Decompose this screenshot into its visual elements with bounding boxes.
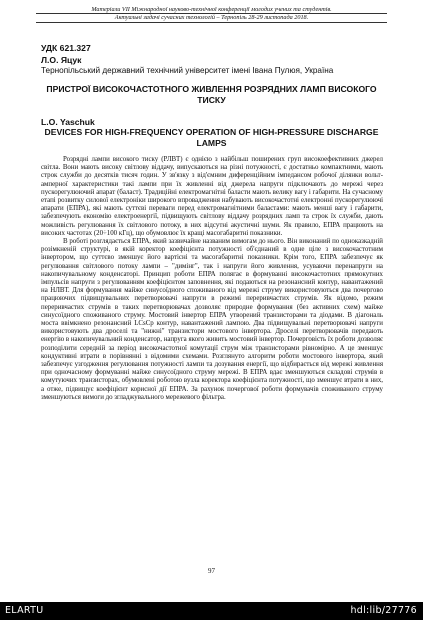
paragraph-1: Розрядні лампи високого тиску (РЛВТ) є однією з найбільш поширених груп високоефективних джерел світла. Вони мають високу світлову віддачу, випускаються на різні потужності, є достатньо компактними, мають строк служби до десятків тисяч годин. У зв'язку з від'ємним диференційним імпедансом робочої ділянки вольт-амперної характеристики такі лампи при їх живленні від джерела напруги підключають до мережі через пускорегулюючий апарат (баласт). Традиційні електромагнітні баласти мають велику вагу і габарити. На сучасному етапі розвитку силової електроніки широкого впровадження набувають високочастотні електронні пускорегулюючі апарати (ЕПРА), які мають суттєві переваги перед електромагнітними баластами: мають менші вагу і габарити, забезпечують економію електроенергії, підвищують світлову віддачу розрядних ламп та строк їх служби, дають можливість регулювання їх світлового потоку, в них відсутні акустичні шуми. Як правило, ЕПРА працюють на високих частотах (20÷100 кГц), що обумовлює їх кращі масогабаритні показники. [41, 156, 383, 237]
repository-footer-bar [0, 602, 423, 620]
title-ukrainian: ПРИСТРОЇ ВИСОКОЧАСТОТНОГО ЖИВЛЕННЯ РОЗРЯДНИХ ЛАМП ВИСОКОГО ТИСКУ [46, 84, 377, 105]
paragraph-2: В роботі розглядається ЕПРА, який зазвичайне названим вимогам до нього. Він виконаний по одноказкадній розімкненій структурі, в якій коректор коефіцієнта потужності об'єднаний в одне ціле з високочастотним інвертором, що суттєво зменшує його вартісні та масогабаритні показники. Крім того, ЕПРА забезпечує як регулювання світлового потоку лампи – "димінг", так і напруги його живлення, усуваючи перенапруги на накопичувальному конденсаторі. Принцип роботи ЕПРА полягає в формуванні високочастотних прямокутних імпульсів напруги з регулюванням коефіцієнтом заповнення, які подаються на резонансний контур, навантажений на НЛВТ. Для формування майже синусоїдного споживаного від мережі струму використовуються два почергово працюючих підвищувальних перетворювачі напруги в режимі переривчастих струмів. Як відомо, режим переривчастих струмів в таких перетворювачах дозволяє природне формування (без активних схем) майже синусоїдного споживаного струму. Мостовий інвертор ЕПРА утворений транзисторами та діодами. В діагональ моста ввімкнено резонансний LCsCp контур, навантажений лампою. Два підвищувальні перетворювачі напруги використовують два дроселі та "нижні" транзистори мостового інвертора. Дроселі перетворювачів передають енергію в накопичувальний конденсатор, напруга якого живить мостовий інвертор. Почерговість їх роботи дозволяє розподілити середній за період високочастотної комутації струм між транзисторами рівномірно. А це зменшує кондуктивні втрати в порівнянні з відомими схемами. Розглянуто алгоритм роботи мостового інвертора, який забезпечує узгодження регулювання потужності лампи та дозування енергії, що відбирається від мережі живлення при одночасному формуванні майже синусоїдного струму мережі. В ЕПРА вдає зменшуються складові струмів в комутуючих транзисторах, обумовлені роботою вузла коректора коефіцієнта потужності, що зменшує втрати в них, а отже, підвищує коефіцієнт корисної дії ЕПРА. За рахунок почергової роботи формувачів споживаного струму зменшуються вимоги до згладжувального мережевого фільтра. [41, 238, 383, 401]
header-rule-bottom [36, 22, 387, 23]
conference-header-line2: Актуальні задачі сучасних технологій – Тернопіль 28-29 листопада 2018. [114, 13, 309, 21]
article-body [41, 156, 383, 402]
udc-code: УДК 621.327 [41, 43, 91, 53]
repository-name: ELARTU [5, 605, 44, 616]
conference-header-line1: Матеріали VІІ Міжнародної науково-технічної конференції молодих учених та студентів. [91, 6, 332, 13]
author-en: L.O. Yaschuk [41, 117, 95, 127]
affiliation: Тернопільський державний технічний університет імені Івана Пулюя, Україна [41, 66, 334, 75]
author-ua: Л.О. Яцук [41, 55, 82, 65]
handle-id: hdl:lib/27776 [350, 605, 417, 616]
page-number: 97 [208, 567, 215, 575]
title-english: DEVICES FOR HIGH-FREQUENCY OPERATION OF HIGH-PRESSURE DISCHARGE LAMPS [44, 127, 379, 148]
